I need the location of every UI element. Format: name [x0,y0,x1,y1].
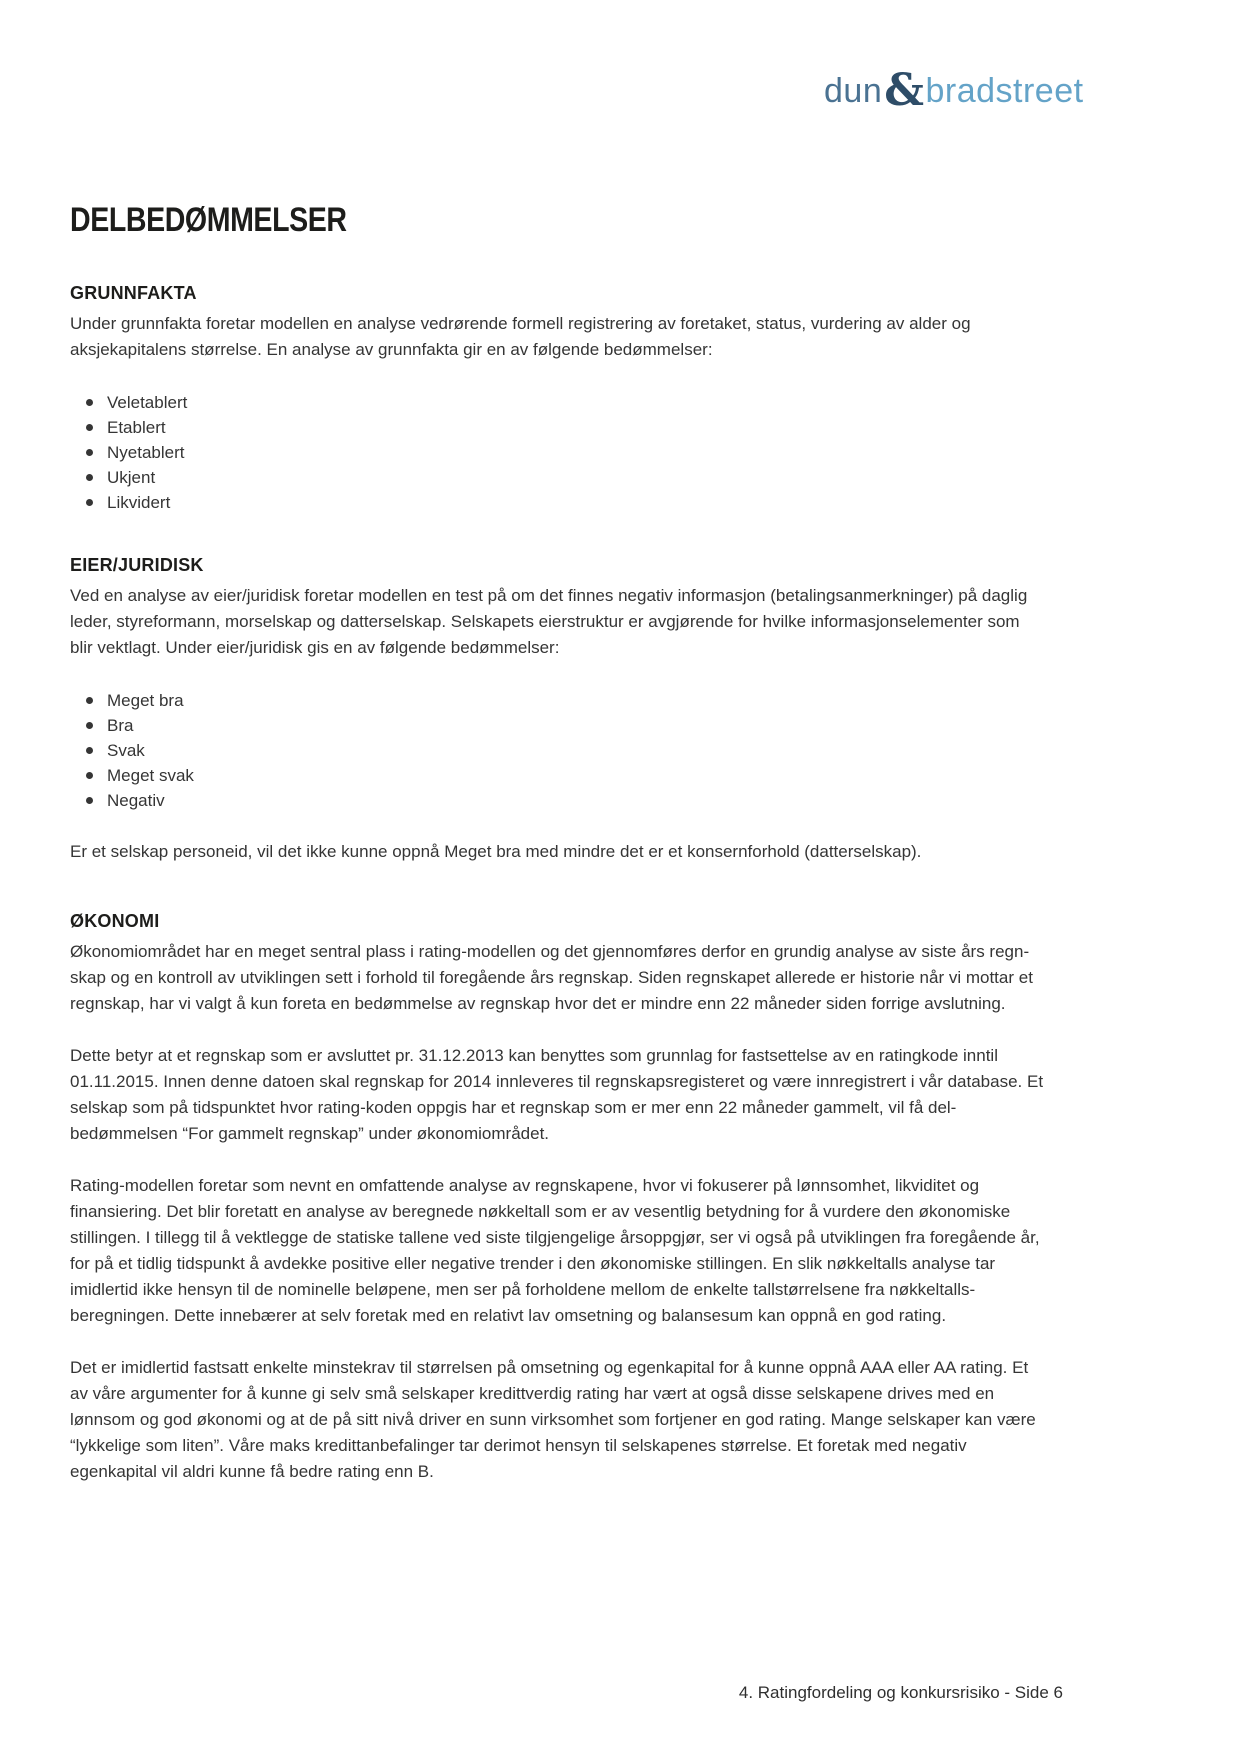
okonomi-paragraph: Rating-modellen foretar som nevnt en omfattende analyse av regnskapene, hvor vi fokuserer på lønnsomhet, likviditet og finansiering. Det blir foretatt en analyse av beregnede nøkkeltall som er av vesentlig betydning for å vurdere den økonomiske stillingen. I tillegg til å vektlegge de statiske tallene ved siste tilgjengelige årsoppgjør, ser vi også på utviklingen fra foregående år, for på et tidlig tidspunkt å avdekke positive eller negative trender i den økonomiske stillingen. En slik nøkkeltalls analyse tar imidlertid ikke hensyn til de nominelle beløpene, men ser på forholdene mellom de enkelte tallstørrelsene fra nøkkeltalls- beregningen. Dette innebærer at selv foretak med en relativt lav omsetning og balansesum kan oppnå en god rating. [70,1176,1040,1325]
dun-bradstreet-logo [824,65,1084,116]
page-title: DELBEDØMMELSER [70,201,347,239]
document-body [0,203,1241,1485]
list-item: Veletablert [86,390,1045,415]
grunnfakta-assessment-list [70,390,1045,515]
logo-ampersand-icon: & [884,65,925,116]
list-item: Meget svak [86,763,1045,788]
section-intro-eier-juridisk: Ved en analyse av eier/juridisk foretar modellen en test på om det finnes negativ informasjon (betalingsanmerkninger) på daglig leder, styreformann, morselskap og datterselskap. Selskapets eierstruktur er avgjørende for hvilke informasjonselementer som blir vektlagt. Under eier/juridisk gis en av følgende bedømmelser: [70,586,1028,657]
list-item: Etablert [86,415,1045,440]
section-intro-grunnfakta: Under grunnfakta foretar modellen en analyse vedrørende formell registrering av foretaket, status, vurdering av alder og aksjekapitalens størrelse. En analyse av grunnfakta gir en av følgende bedømmelser: [70,314,971,359]
logo-text-dun: dun [824,72,883,110]
section-grunnfakta [70,283,1045,515]
list-item: Likvidert [86,490,1045,515]
list-item: Bra [86,713,1045,738]
okonomi-paragraph: Det er imidlertid fastsatt enkelte minstekrav til størrelsen på omsetning og egenkapital for å kunne oppnå AAA eller AA rating. Et av våre argumenter for å kunne gi selv små selskaper kredittverdig rating har vært at også disse selskapene drives med en lønnsom og god økonomi og at de på sitt nivå driver en sunn virksomhet som fortjener en god rating. Mange selskaper kan være “lykkelige som liten”. Våre maks kredittanbefalinger tar derimot hensyn til selskapenes størrelse. Et foretak med negativ egenkapital vil aldri kunne få bedre rating enn B. [70,1358,1036,1481]
eier-juridisk-assessment-list [70,688,1045,813]
eier-juridisk-note: Er et selskap personeid, vil det ikke kunne oppnå Meget bra med mindre det er et konsernforhold (datterselskap). [70,842,922,861]
section-heading-eier-juridisk: EIER/JURIDISK [70,555,204,575]
list-item: Nyetablert [86,440,1045,465]
list-item: Meget bra [86,688,1045,713]
section-heading-okonomi: ØKONOMI [70,911,160,931]
section-heading-grunnfakta: GRUNNFAKTA [70,283,197,303]
page-footer: 4. Ratingfordeling og konkursrisiko - Side 6 [738,1683,1063,1702]
list-item: Ukjent [86,465,1045,490]
logo-text-bradstreet: bradstreet [925,72,1084,110]
list-item: Negativ [86,788,1045,813]
list-item: Svak [86,738,1045,763]
okonomi-paragraph: Økonomiområdet har en meget sentral plass i rating-modellen og det gjennomføres derfor en grundig analyse av siste års regn- skap og en kontroll av utviklingen sett i forhold til foregående års regnskap. Siden regnskapet allerede er historie når vi mottar et regnskap, har vi valgt å kun foreta en bedømmelse av regnskap hvor det er mindre enn 22 måneder siden forrige avslutning. [70,942,1033,1013]
okonomi-paragraph: Dette betyr at et regnskap som er avsluttet pr. 31.12.2013 kan benyttes som grunnlag for fastsettelse av en ratingkode inntil 01.11.2015. Innen denne datoen skal regnskap for 2014 innleveres til regnskapsregisteret og være innregistrert i vår database. Et selskap som på tidspunktet hvor rating-koden oppgis har et regnskap som er mer enn 22 måneder gammelt, vil få del- bedømmelsen “For gammelt regnskap” under økonomiområdet. [70,1046,1044,1143]
section-eier-juridisk [70,555,1045,865]
section-okonomi [70,911,1045,1485]
